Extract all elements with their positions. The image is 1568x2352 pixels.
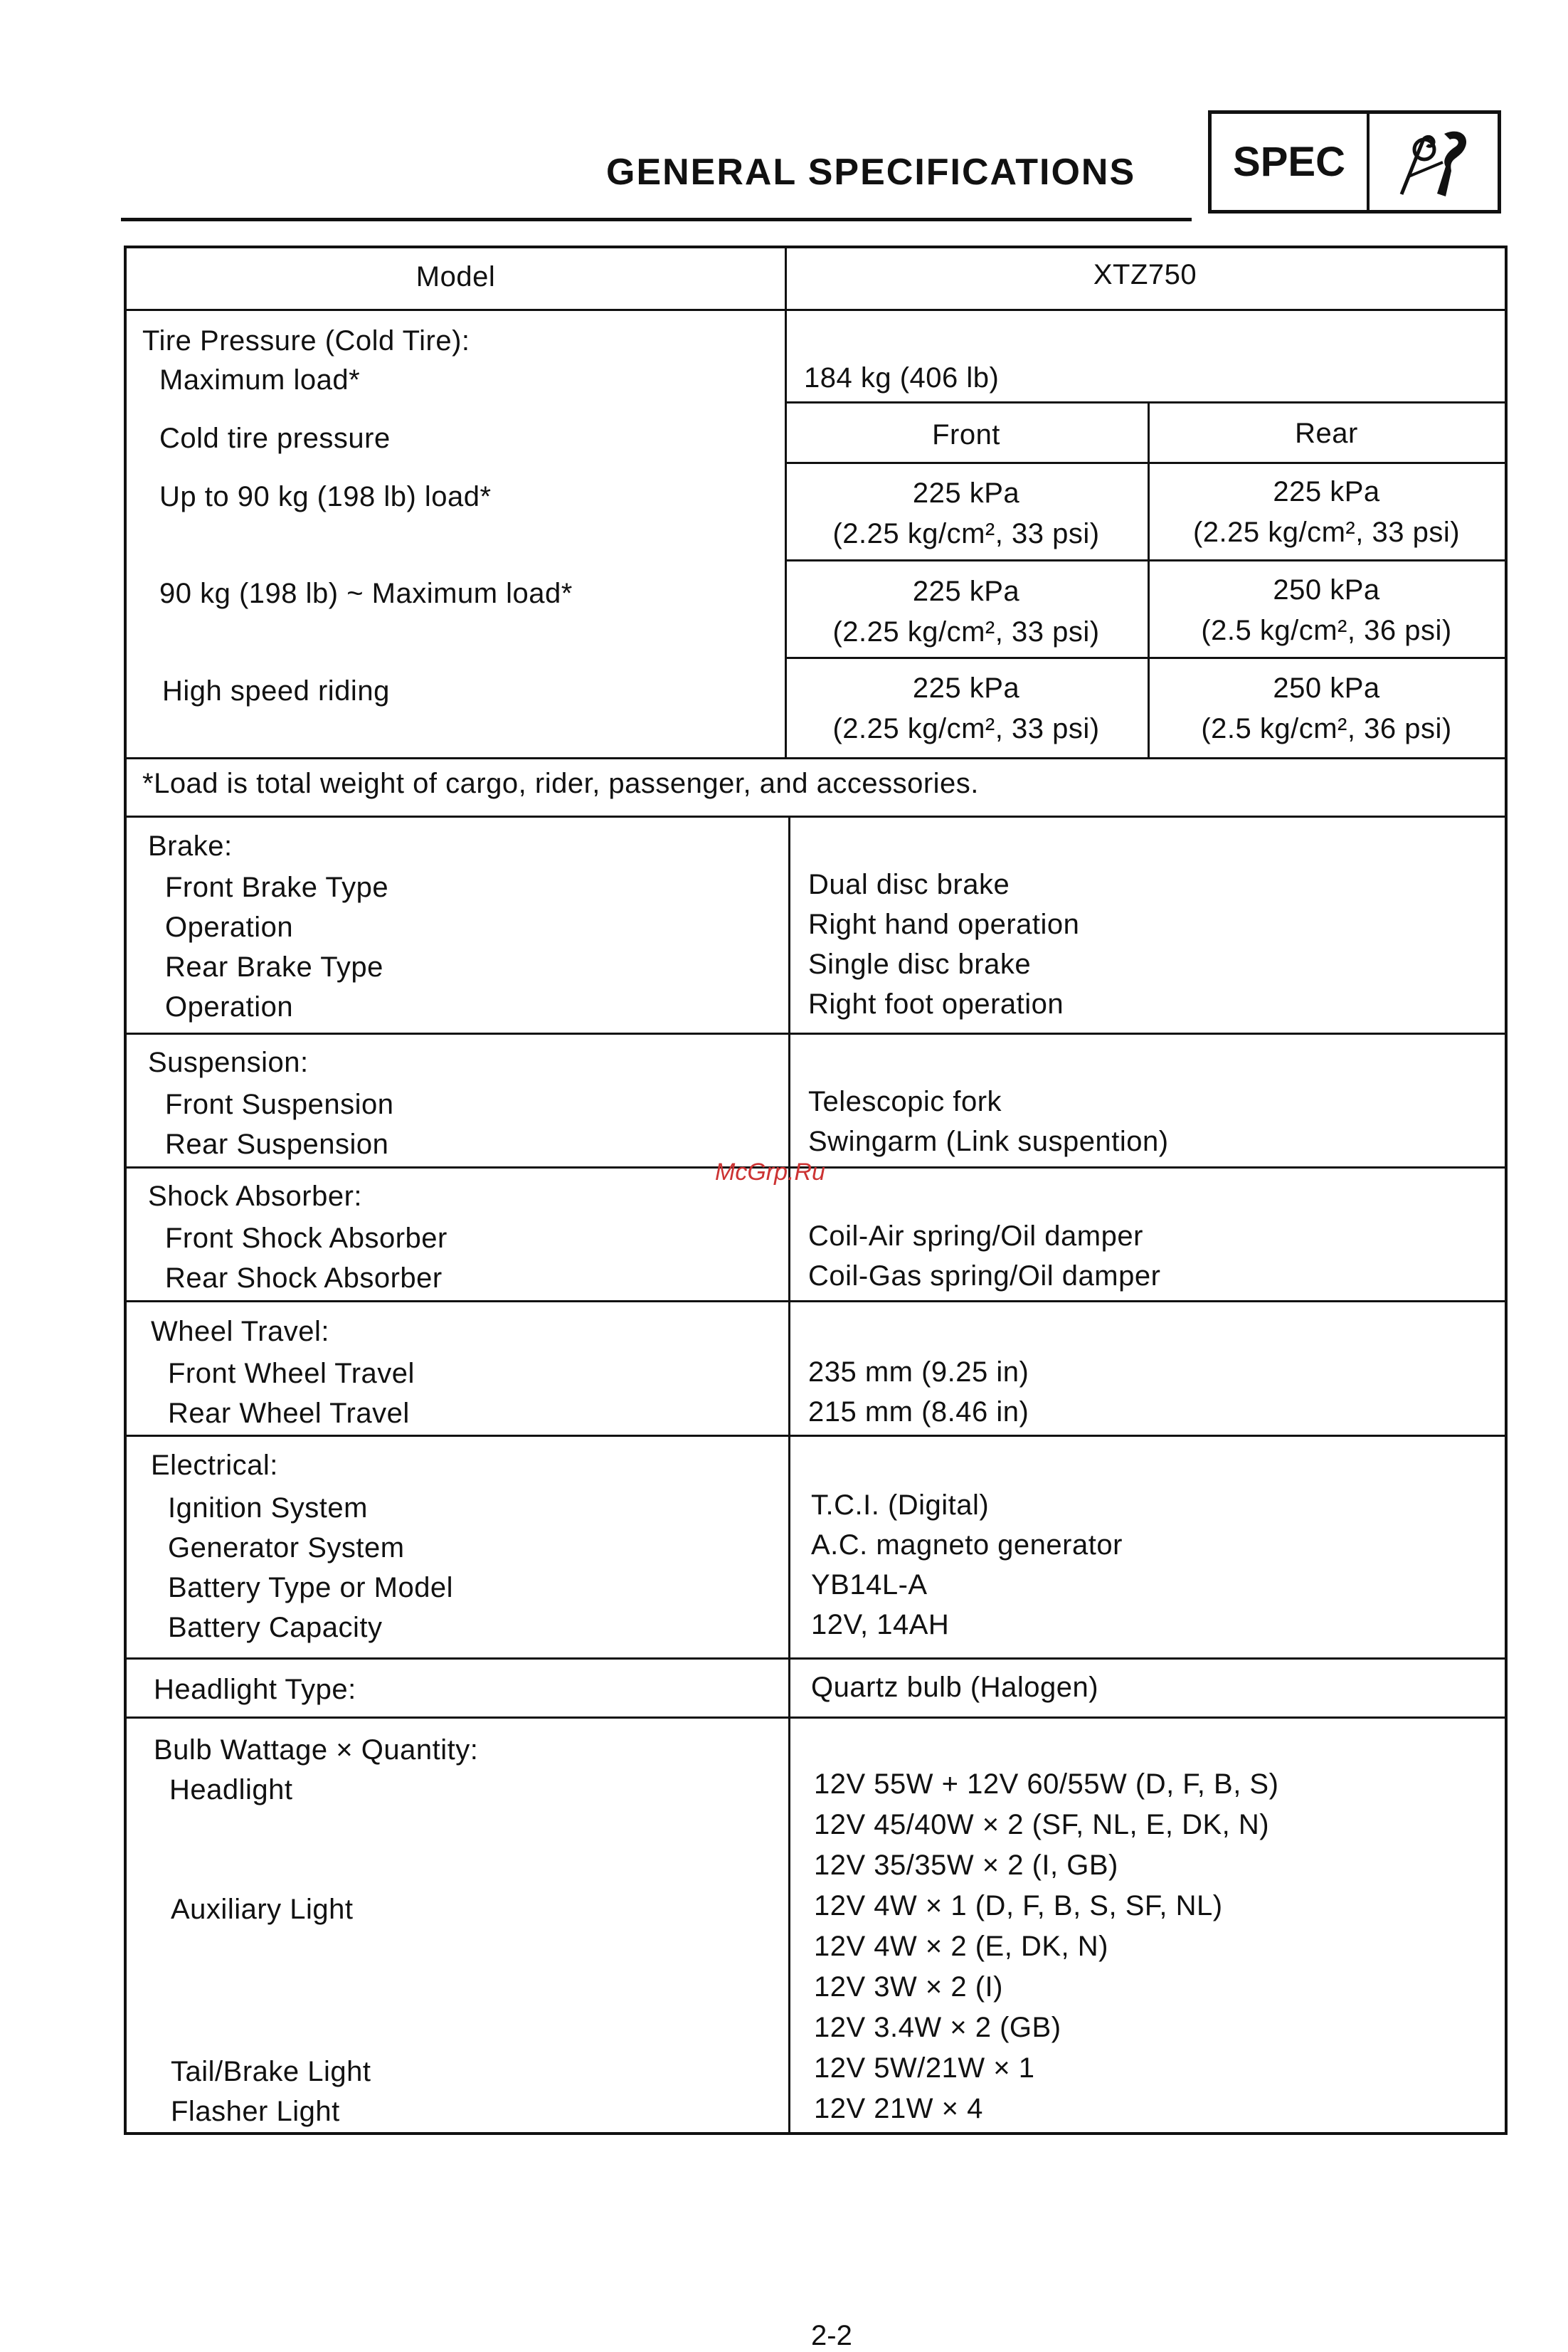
headlight-type-label: Headlight Type: xyxy=(154,1674,356,1705)
tire-row-front: 225 kPa (2.25 kg/cm², 33 psi) xyxy=(832,673,1100,744)
wheel-heading: Wheel Travel: xyxy=(151,1316,330,1347)
headlight-type-value: Quartz bulb (Halogen) xyxy=(811,1672,1099,1703)
row-divider xyxy=(127,816,1505,818)
caliper-wrench-icon xyxy=(1370,114,1498,210)
model-label: Model xyxy=(415,261,496,292)
bulb-flasher-label: Flasher Light xyxy=(171,2096,340,2127)
page-title: GENERAL SPECIFICATIONS xyxy=(606,152,1136,193)
tire-row-label: Up to 90 kg (198 lb) load* xyxy=(159,481,492,512)
suspension-values: Telescopic fork Swingarm (Link suspention) xyxy=(808,1086,1169,1157)
rear-header: Rear xyxy=(1295,418,1358,449)
wheel-labels: Front Wheel Travel Rear Wheel Travel xyxy=(168,1358,415,1429)
brake-heading: Brake: xyxy=(148,830,233,862)
wheel-values: 235 mm (9.25 in) 215 mm (8.46 in) xyxy=(808,1356,1029,1428)
spec-badge xyxy=(1208,110,1501,213)
tire-row-rear: 225 kPa (2.25 kg/cm², 33 psi) xyxy=(1192,476,1461,548)
row-divider xyxy=(127,1435,1505,1437)
row-divider xyxy=(127,1716,1505,1719)
max-load-label: Maximum load* xyxy=(159,364,361,396)
row-divider xyxy=(127,1033,1505,1035)
row-divider xyxy=(785,657,1505,659)
electrical-heading: Electrical: xyxy=(151,1450,278,1481)
spec-label: SPEC xyxy=(1212,114,1370,210)
bulb-auxiliary-label: Auxiliary Light xyxy=(171,1894,354,1925)
title-rule xyxy=(121,218,1192,221)
col-divider xyxy=(788,816,790,2133)
page-number: 2-2 xyxy=(811,2320,852,2351)
row-divider xyxy=(127,1657,1505,1660)
bulb-tail-label: Tail/Brake Light xyxy=(171,2056,371,2087)
bulb-heading: Bulb Wattage × Quantity: xyxy=(154,1734,479,1766)
electrical-values: T.C.I. (Digital) A.C. magneto generator YB14L-A 12V, 14AH xyxy=(811,1489,1123,1640)
row-divider xyxy=(785,462,1505,464)
row-divider xyxy=(127,757,1505,759)
max-load-value: 184 kg (406 lb) xyxy=(804,362,1000,394)
tire-row-rear: 250 kPa (2.5 kg/cm², 36 psi) xyxy=(1201,574,1452,646)
row-divider xyxy=(127,309,1505,311)
cold-pressure-label: Cold tire pressure xyxy=(159,423,391,454)
model-value: XTZ750 xyxy=(1093,259,1197,290)
row-divider xyxy=(785,559,1505,561)
shock-labels: Front Shock Absorber Rear Shock Absorber xyxy=(165,1223,447,1294)
shock-values: Coil-Air spring/Oil damper Coil-Gas spring/Oil damper xyxy=(808,1220,1161,1292)
brake-labels: Front Brake Type Operation Rear Brake Type Operation xyxy=(165,872,389,1023)
tire-row-front: 225 kPa (2.25 kg/cm², 33 psi) xyxy=(832,478,1100,549)
load-footnote: *Load is total weight of cargo, rider, passenger, and accessories. xyxy=(142,768,979,799)
front-header: Front xyxy=(932,419,1000,450)
spec-table xyxy=(124,246,1508,2135)
tire-heading: Tire Pressure (Cold Tire): xyxy=(142,325,470,357)
tire-row-label: High speed riding xyxy=(162,675,390,707)
shock-heading: Shock Absorber: xyxy=(148,1181,362,1212)
bulb-values: 12V 55W + 12V 60/55W (D, F, B, S) 12V 45/40W × 2 (SF, NL, E, DK, N) 12V 35/35W × 2 (I, GB) 12V 4W × 1 (D, F, B, S, SF, NL) 12V 4W × 2 (E, DK, N) 12V 3W × 2 (I) 12V 3.4W × 2 (GB) 12V 5W/21W × 1 12V 21W × 4 xyxy=(814,1768,1279,2124)
tire-row-label: 90 kg (198 lb) ~ Maximum load* xyxy=(159,578,573,609)
suspension-heading: Suspension: xyxy=(148,1047,309,1078)
bulb-headlight-label: Headlight xyxy=(169,1774,293,1805)
tire-row-front: 225 kPa (2.25 kg/cm², 33 psi) xyxy=(832,576,1100,648)
electrical-labels: Ignition System Generator System Battery Type or Model Battery Capacity xyxy=(168,1492,454,1643)
brake-values: Dual disc brake Right hand operation Single disc brake Right foot operation xyxy=(808,869,1080,1020)
suspension-labels: Front Suspension Rear Suspension xyxy=(165,1089,394,1160)
row-divider xyxy=(785,401,1505,404)
row-divider xyxy=(127,1300,1505,1302)
tire-row-rear: 250 kPa (2.5 kg/cm², 36 psi) xyxy=(1201,673,1452,744)
watermark: McGrp.Ru xyxy=(715,1159,825,1186)
